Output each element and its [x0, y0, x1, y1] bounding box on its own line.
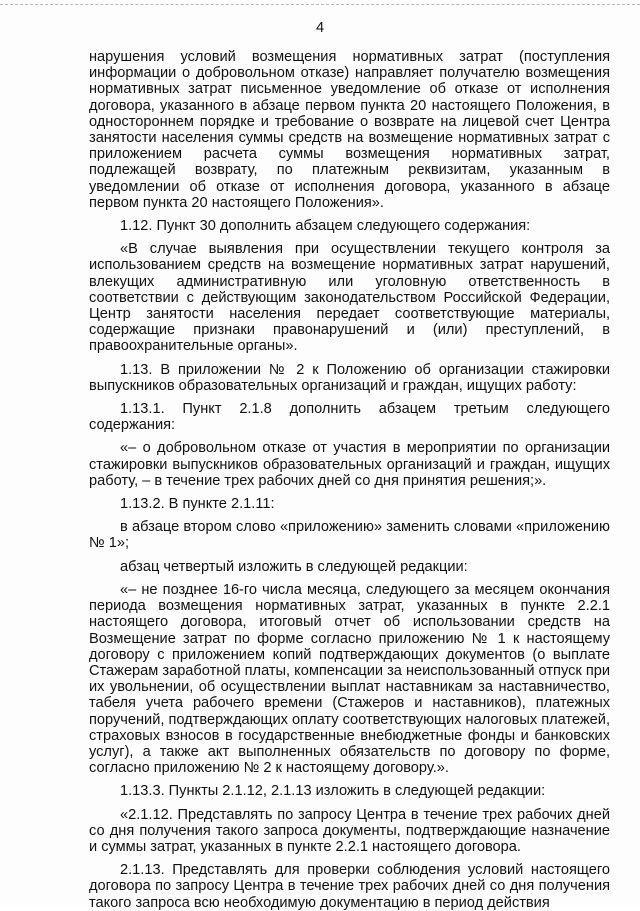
paragraph-1-13: 1.13. В приложении № 2 к Положению об организации стажировки выпускников образовательных организаций и граждан, ищущих работу:: [89, 361, 610, 394]
paragraph-replace-word: в абзаце втором слово «приложению» заменить словами «приложению № 1»;: [89, 519, 610, 552]
paragraph-quote-report: «– не позднее 16-го числа месяца, следующего за месяцем окончания периода возмещения нормативных затрат, указанных в пункте 2.2.1 настоящего договора, итоговый отчет об использовании средств на Возмещение затрат по форме согласно приложению № 1 к настоящему договору с приложением копий подтверждающих документов (о выплате Стажерам заработной платы, компенсации за неиспользованный отпуск при их увольнении, об осуществлении выплат наставникам за наставничество, табеля учета рабочего времени (Стажеров и наставников), платежных поручений, подтверждающих оплату соответствующих налоговых платежей, страховых взносов в государственные внебюджетные фонды и банковских услуг), а также акт выполненных обязательств по договору по форме, согласно приложению № 2 к настоящему договору.».: [89, 581, 610, 777]
paragraph-quote-refusal: «– о добровольном отказе от участия в мероприятии по организации стажировки выпускников образовательных организаций и граждан, ищущих работу, – в течение трех рабочих дней со дня принятия решения;».: [89, 440, 610, 489]
paragraph-continuation: нарушения условий возмещения нормативных затрат (поступления информации о добровольном отказе) направляет получателю возмещения нормативных затрат письменное уведомление об отказе от исполнения договора, указанного в абзаце первом пункта 20 настоящего Положения, в одностороннем порядке и требование о возврате на лицевой счет Центра занятости населения суммы средств на возмещение нормативных затрат с приложением расчета суммы возмещения нормативных затрат, подлежащей возврату, по платежным реквизитам, указанным в уведомлении об отказе от исполнения договора, указанного в абзаце первом пункта 20 настоящего Положения».: [89, 49, 610, 211]
paragraph-1-12: 1.12. Пункт 30 дополнить абзацем следующего содержания:: [120, 218, 531, 235]
paragraph-abzac-four: абзац четвертый изложить в следующей редакции:: [120, 558, 468, 575]
paragraph-1-13-3: 1.13.3. Пункты 2.1.12, 2.1.13 изложить в следующей редакции:: [120, 783, 546, 800]
paragraph-2-1-13: 2.1.13. Представлять для проверки соблюдения условий настоящего договора по запросу Центра в течение трех рабочих дней со дня получения такого запроса всю необходимую документацию в период действия: [89, 862, 610, 911]
document-body: [89, 49, 610, 911]
page-number: 4: [315, 20, 325, 36]
paragraph-1-13-2: 1.13.2. В пункте 2.1.11:: [120, 496, 275, 513]
paragraph-1-13-1: 1.13.1. Пункт 2.1.8 дополнить абзацем третьим следующего содержания:: [89, 401, 610, 434]
paragraph-2-1-12: «2.1.12. Представлять по запросу Центра в течение трех рабочих дней со дня получения такого запроса документы, подтверждающие назначение и суммы затрат, указанных в пункте 2.2.1 настоящего договора.: [89, 806, 610, 855]
paragraph-quote-control: «В случае выявления при осуществлении текущего контроля за использованием средств на возмещение нормативных затрат нарушений, влекущих административную или уголовную ответственность в соответствии с действующим законодательством Российской Федерации, Центр занятости населения передает соответствующие материалы, содержащие признаки правонарушений и (или) преступлений, в правоохранительные органы».: [89, 241, 610, 355]
top-edge-rule: [0, 0, 640, 5]
